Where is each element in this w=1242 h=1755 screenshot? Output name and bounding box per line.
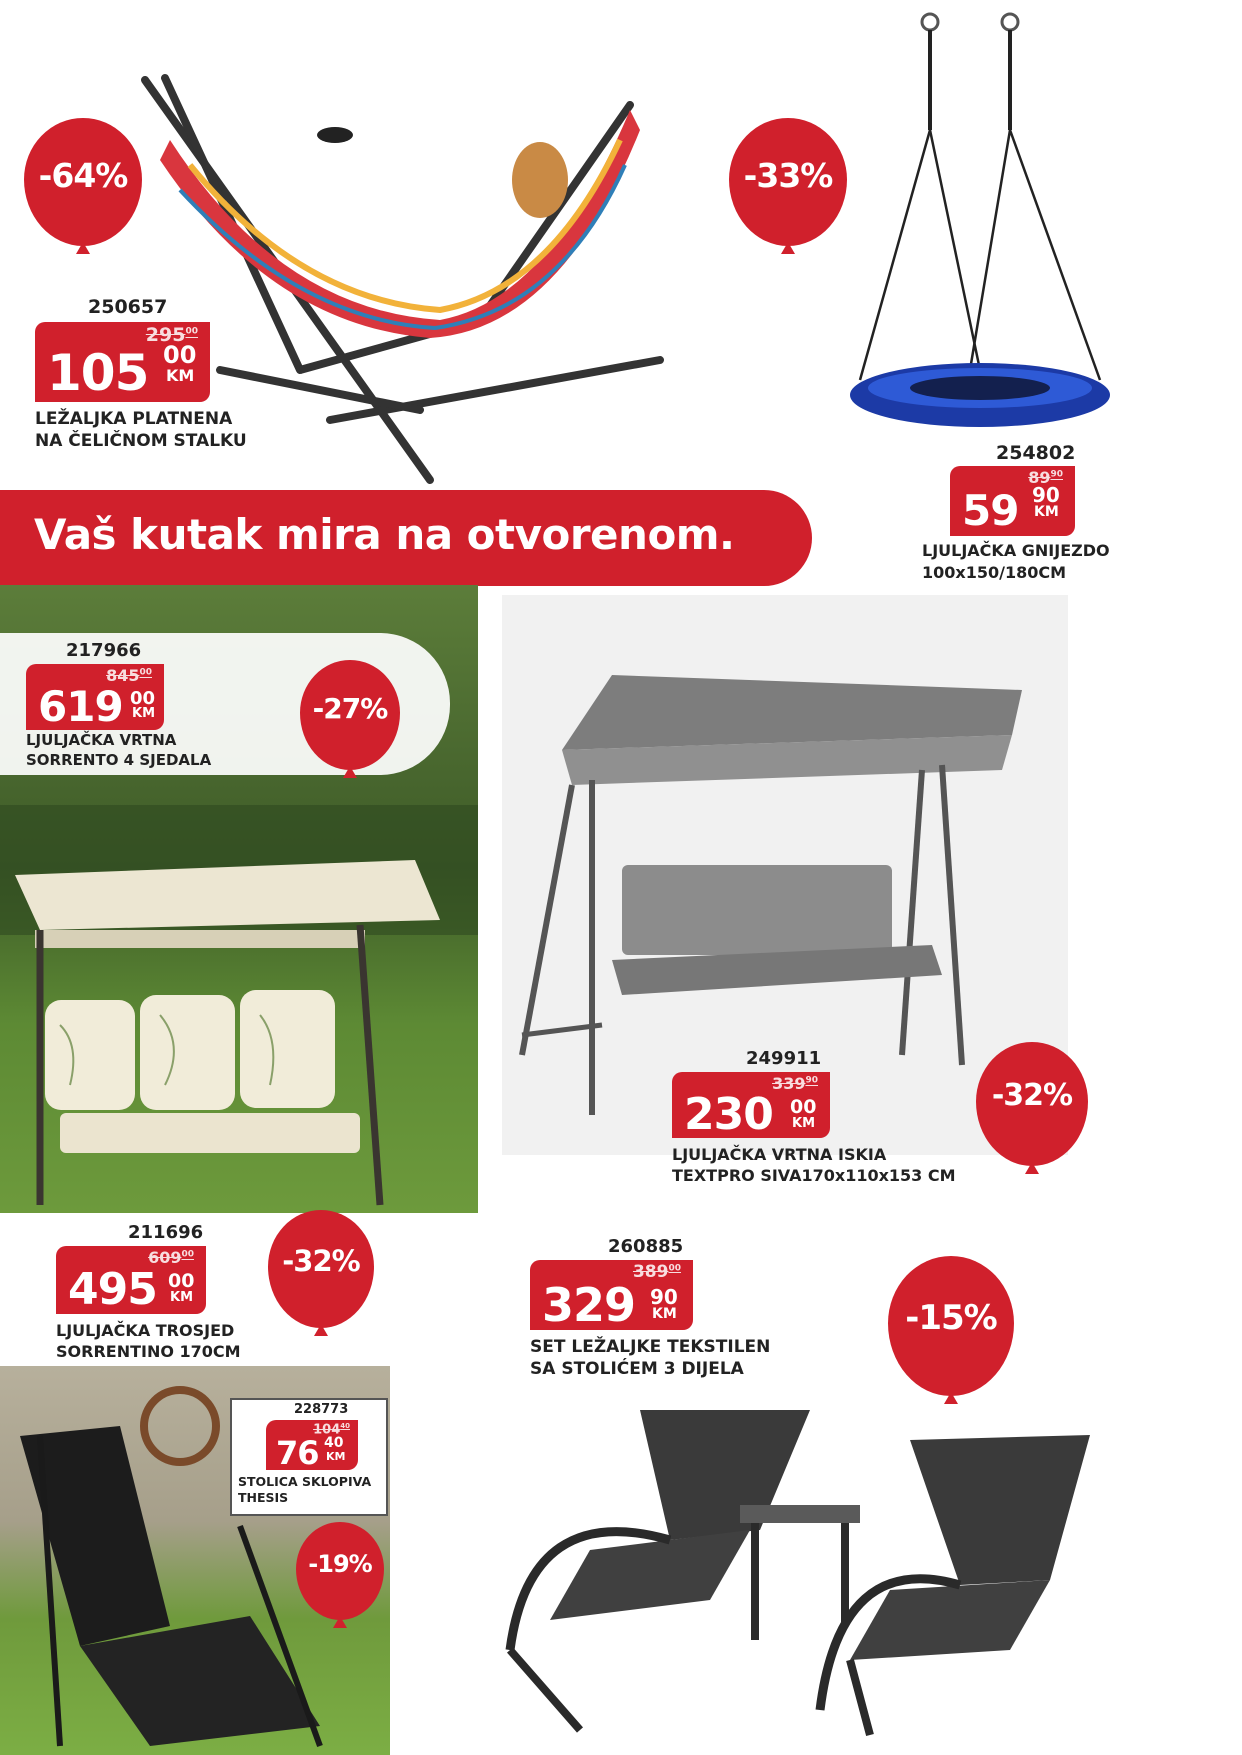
old-price: $845^{00}$ (106, 666, 152, 685)
current-price: 105 (47, 344, 149, 402)
discount-balloon (976, 1042, 1088, 1178)
currency-label: KM (132, 706, 156, 721)
discount-label: -15% (905, 1298, 997, 1338)
discount-label: -64% (38, 156, 128, 195)
currency-label: KM (1034, 504, 1059, 520)
product-name: LEŽALJKA PLATNENA NA ČELIČNOM STALKU (35, 409, 247, 451)
banner-text: Vaš kutak mira na otvorenom. (34, 510, 735, 559)
product-name: SET LEŽALJKE TEKSTILEN SA STOLIĆEM 3 DIJELA (530, 1337, 771, 1379)
currency-label: KM (652, 1306, 677, 1322)
discount-label: -19% (308, 1550, 372, 1578)
product-name: LJULJAČKA VRTNA ISKIA TEXTPRO SIVA170x110x153 CM (672, 1145, 956, 1185)
lounger-set-image (490, 1390, 1150, 1740)
discount-balloon (268, 1210, 374, 1340)
price-cents: 40 (324, 1435, 344, 1451)
current-price: 76 (276, 1434, 319, 1472)
currency-label: KM (326, 1450, 346, 1463)
product-code: 260885 (608, 1236, 684, 1257)
product-code: 217966 (66, 640, 142, 661)
current-price: 619 (38, 682, 123, 731)
price-box (266, 1420, 358, 1470)
price-box (35, 322, 210, 402)
product-code: 254802 (996, 442, 1076, 464)
discount-balloon (888, 1256, 1014, 1408)
old-price: $339^{90}$ (772, 1074, 818, 1093)
product-code: 249911 (746, 1048, 822, 1069)
price-box (950, 466, 1075, 536)
discount-balloon (729, 118, 847, 258)
current-price: 59 (962, 486, 1019, 535)
price-box (672, 1072, 830, 1138)
old-price: $89^{90}$ (1028, 468, 1063, 487)
discount-balloon (300, 660, 400, 782)
price-cents: 00 (163, 341, 197, 369)
current-price: 230 (684, 1089, 773, 1140)
old-price: $389^{00}$ (632, 1262, 681, 1282)
currency-label: KM (170, 1290, 194, 1305)
product-code: 228773 (294, 1402, 349, 1417)
product-code: 250657 (88, 296, 168, 318)
price-cents: 90 (650, 1285, 678, 1309)
discount-label: -32% (991, 1078, 1073, 1113)
nest-swing-image (830, 10, 1130, 430)
price-box (26, 664, 164, 730)
discount-label: -33% (743, 156, 833, 195)
product-code: 211696 (128, 1222, 204, 1243)
discount-balloon (24, 118, 142, 258)
product-name: LJULJAČKA VRTNA SORRENTO 4 SJEDALA (26, 731, 212, 769)
discount-label: -32% (282, 1244, 360, 1278)
price-box (530, 1260, 693, 1330)
price-cents: 00 (168, 1270, 195, 1292)
old-price: $609^{00}$ (148, 1248, 194, 1267)
current-price: 329 (542, 1278, 636, 1332)
discount-balloon (296, 1522, 384, 1630)
headline-banner (0, 490, 812, 586)
product-name: LJULJAČKA TROSJED SORRENTINO 170CM (56, 1321, 241, 1361)
old-price: $295^{00}$ (145, 324, 198, 346)
price-cents: 90 (1032, 483, 1060, 507)
product-name: LJULJAČKA GNIJEZDO 100x150/180CM (922, 541, 1110, 582)
old-price: $104^{40}$ (313, 1422, 350, 1438)
current-price: 495 (68, 1264, 157, 1315)
currency-label: KM (792, 1116, 816, 1131)
price-cents: 00 (130, 688, 156, 709)
product-name: STOLICA SKLOPIVA THESIS (238, 1474, 372, 1505)
discount-label: -27% (312, 692, 388, 725)
currency-label: KM (166, 366, 195, 385)
price-cents: 00 (790, 1096, 817, 1118)
price-box (56, 1246, 206, 1314)
